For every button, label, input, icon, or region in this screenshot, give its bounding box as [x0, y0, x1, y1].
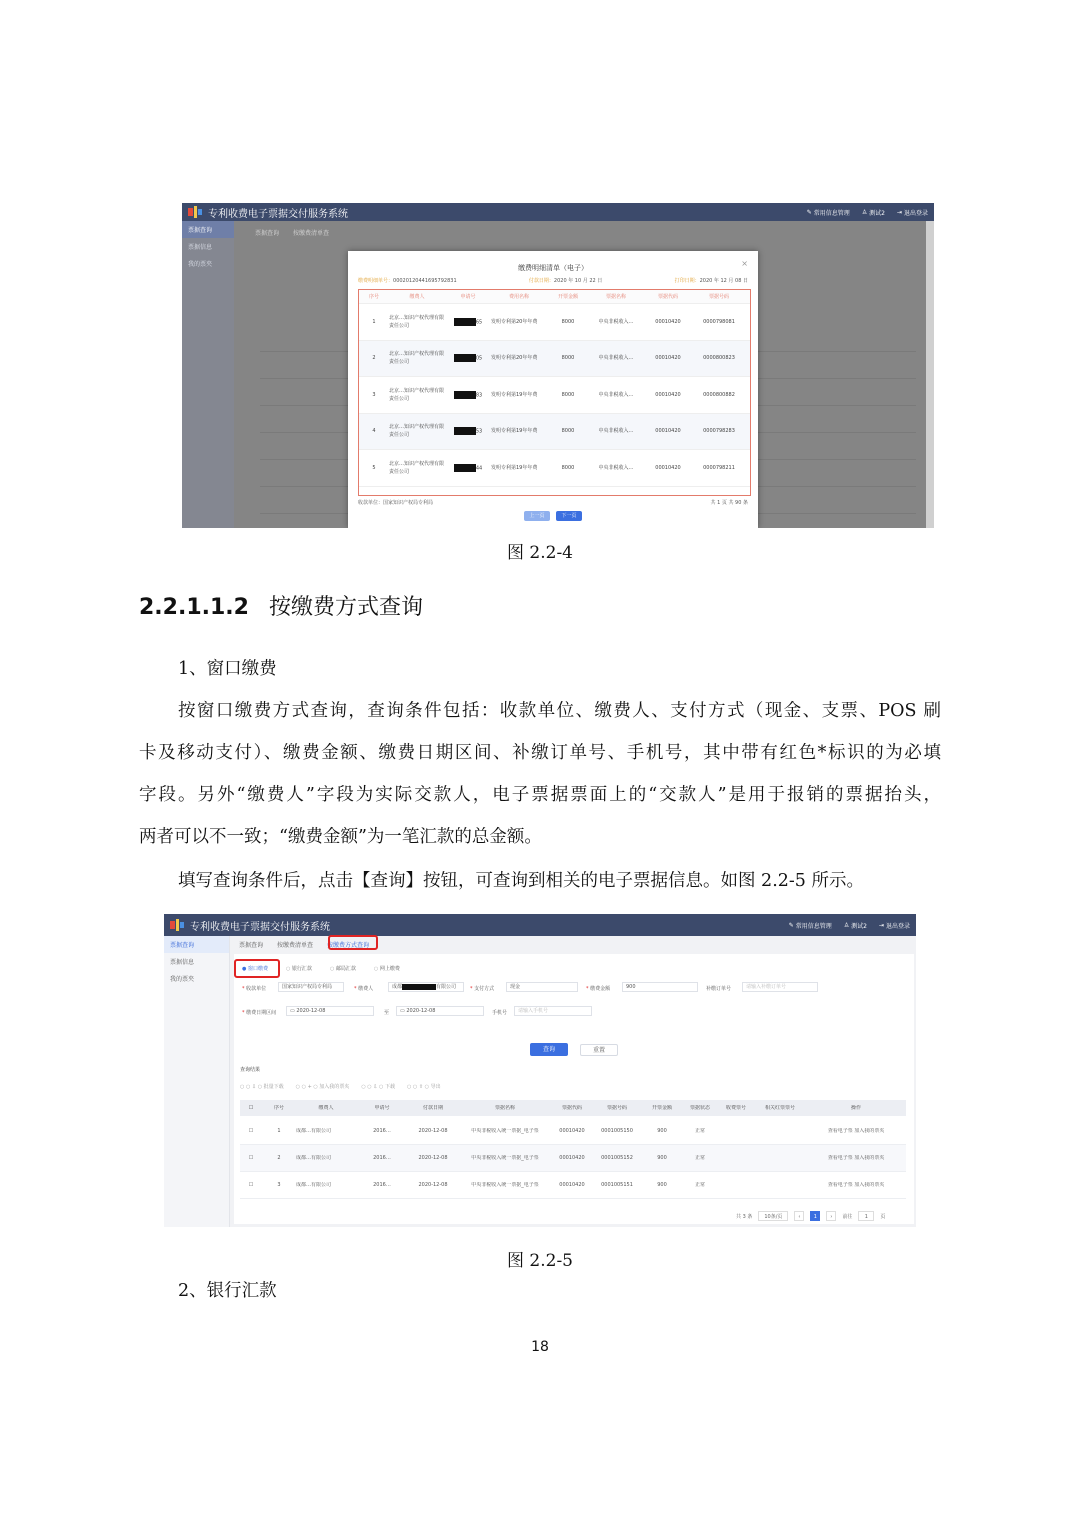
item-heading-1: 1、窗口缴费	[178, 659, 277, 679]
col-red-no: 相关红票票号	[764, 1104, 795, 1111]
download-icon: ○ ⇩	[246, 1084, 258, 1090]
table-cell-status: 正常	[694, 1181, 705, 1188]
app-title: 专利收费电子票据交付服务系统	[190, 921, 330, 933]
page-number: 18	[531, 1339, 549, 1355]
table-cell-bill: 中央非税收入统一票据_电子票	[471, 1181, 539, 1188]
table-cell-no: 1	[372, 318, 376, 325]
reset-button[interactable]: 重置	[580, 1044, 618, 1056]
method-label: * 支付方式	[470, 986, 495, 992]
page-unit: 页	[880, 1213, 886, 1220]
radio-window[interactable]: ● 窗口缴费	[242, 965, 268, 972]
table-cell-amount: 8000	[561, 391, 575, 398]
col-no: 序号	[368, 293, 379, 300]
row-checkbox[interactable]: ☐	[248, 1181, 254, 1188]
table-cell-fee: 发明专利第20年年费	[491, 318, 538, 325]
radio-post[interactable]: ○ 邮局汇款	[330, 965, 356, 972]
table-row	[240, 1172, 906, 1199]
phone-label: 手机号	[492, 1010, 508, 1016]
screenshot-figure-2-2-4	[182, 203, 934, 528]
table-cell-number: 0001005152	[601, 1154, 633, 1161]
table-cell-date: 2020-12-08	[418, 1154, 448, 1161]
serial-label: 缴费明细单号：	[358, 278, 394, 284]
table-cell-amount: 8000	[561, 355, 575, 362]
paragraph-query-conditions	[139, 690, 941, 858]
table-cell-amount: 8000	[561, 464, 575, 471]
table-cell-no: 3	[277, 1181, 281, 1188]
payer-input[interactable]: 成都 有限公司	[388, 982, 464, 992]
highlight-box-radio	[234, 959, 280, 978]
page-scrollbar[interactable]	[926, 221, 934, 528]
page-size-select[interactable]: 10条/页	[758, 1211, 788, 1221]
plus-icon: ○ +	[302, 1084, 314, 1090]
table-cell-amount: 900	[657, 1154, 667, 1161]
row-checkbox[interactable]: ☐	[248, 1154, 254, 1161]
paragraph-line: 两者可以不一致；“缴费金额”为一笔汇款的总金额。	[139, 827, 542, 847]
add-folder-button[interactable]: ○ ○ + ○ 加入我的票夹	[296, 1083, 350, 1090]
batch-download-button[interactable]: ○ ○ ⇩ ○ 批量下载	[240, 1083, 284, 1090]
col-no: 序号	[273, 1104, 284, 1111]
date-to-input[interactable]: ▭ 2020-12-08	[396, 1006, 484, 1016]
table-cell-status: 正常	[694, 1154, 705, 1161]
table-cell-ops[interactable]: 查看电子票 加入我的票夹	[827, 1154, 885, 1161]
logout-icon: ⇥	[878, 921, 884, 929]
section-number: 2.2.1.1.2	[139, 595, 249, 620]
table-row	[240, 1145, 906, 1172]
next-page-button[interactable]: 下一页	[556, 511, 582, 521]
print-date-label: 打印日期：	[674, 278, 700, 284]
date-to-label: 至	[384, 1010, 390, 1016]
table-cell-payer: 北京…知识产权代理有限责任公司	[389, 387, 445, 402]
payee-value: 国家知识产权局专利局	[383, 500, 434, 506]
close-icon[interactable]: ×	[741, 259, 748, 268]
payee-select[interactable]: 国家知识产权局专利局	[278, 982, 344, 992]
figure-caption-1: 图 2.2-4	[507, 543, 573, 563]
logout-link[interactable]: ⇥ 退出登录	[896, 208, 928, 217]
fee-detail-table	[358, 289, 751, 496]
tab-bill-query[interactable]: 票据查询	[239, 942, 264, 949]
order-label: 补缴订单号	[706, 986, 732, 992]
table-cell-bill: 中央非税收入…	[598, 428, 634, 435]
table-cell-code: 00010420	[559, 1127, 585, 1134]
col-bill-name: 票据名称	[605, 293, 626, 300]
app-header	[182, 203, 934, 221]
col-bill-number: 票据号码	[708, 293, 729, 300]
download-button[interactable]: ○ ○ ⇩ ○ 下载	[361, 1083, 395, 1090]
col-fee-name: 费用名称	[508, 293, 529, 300]
table-cell-status: 正常	[694, 1127, 705, 1134]
table-cell-bill: 中央非税收入…	[598, 355, 634, 362]
modal-info	[358, 277, 748, 284]
table-cell-payer: 北京…知识产权代理有限责任公司	[389, 351, 445, 366]
table-body	[359, 304, 750, 487]
redaction-bar	[454, 318, 476, 326]
table-cell-payer: 成都…有限公司	[296, 1127, 332, 1134]
paragraph-line: 卡及移动支付）、缴费金额、缴费日期区间、补缴订单号、手机号，其中带有红色*标识的为必填	[139, 743, 941, 763]
pay-date-value: 2020 年 10 月 22 日	[553, 278, 603, 284]
user-link[interactable]: ♙ 测试2	[861, 208, 885, 217]
figure-caption-2: 图 2.2-5	[507, 1251, 573, 1271]
tab-by-list[interactable]: 按缴费清单查	[277, 942, 314, 949]
amount-input[interactable]: 900	[622, 982, 698, 992]
table-cell-payer: 北京…知识产权代理有限责任公司	[389, 424, 445, 439]
table-cell-no: 4	[372, 428, 376, 435]
result-toolbar	[240, 1083, 441, 1090]
search-button[interactable]: 查询	[530, 1043, 568, 1056]
col-bill-number: 票据号码	[606, 1104, 627, 1111]
table-cell-payer: 成都…有限公司	[296, 1181, 332, 1188]
table-cell-no: 3	[372, 391, 376, 398]
goto-input[interactable]: 1	[858, 1211, 874, 1221]
redaction-bar	[454, 427, 476, 435]
print-date-value: 2020 年 12 月 08 日	[699, 278, 748, 284]
radio-bank[interactable]: ○ 银行汇款	[286, 965, 312, 972]
table-cell-bill: 中央非税收入…	[598, 318, 634, 325]
table-cell-amount: 900	[657, 1181, 667, 1188]
amount-label: * 缴费金额	[586, 986, 611, 992]
table-cell-number: 0000798283	[703, 428, 735, 435]
table-cell-number: 0000798081	[703, 318, 735, 325]
page-info: 共 1 页 共 90 条	[710, 500, 748, 506]
info-manage-link[interactable]: ✎ 常用信息管理	[788, 921, 832, 930]
row-checkbox[interactable]: ☐	[248, 1127, 254, 1134]
table-cell-fee: 发明专利第19年年费	[491, 391, 538, 398]
modal-pager	[348, 511, 758, 521]
item-heading-2: 2、银行汇款	[178, 1281, 277, 1301]
table-row	[359, 377, 750, 414]
result-title: 查询结果	[240, 1067, 261, 1073]
table-cell-app-suffix: 83	[445, 391, 491, 400]
table-cell-number: 0000798211	[703, 464, 735, 471]
table-cell-code: 00010420	[655, 464, 681, 471]
table-cell-date: 2020-12-08	[418, 1127, 448, 1134]
table-cell-bill: 中央非税收入…	[598, 391, 634, 398]
pay-date-label: 付款日期：	[528, 278, 554, 284]
sidebar-item-my-folder[interactable]: 我的票夹	[170, 976, 195, 983]
table-header	[359, 290, 750, 304]
table-cell-number: 0001005150	[601, 1127, 633, 1134]
table-cell-ops[interactable]: 查看电子票 加入我的票夹	[827, 1127, 885, 1134]
table-cell-app-suffix: 44	[445, 464, 491, 473]
table-cell-app: 2016…	[373, 1127, 391, 1134]
table-cell-bill: 中央非税收入统一票据_电子票	[471, 1154, 539, 1161]
table-cell-app: 2016…	[373, 1154, 391, 1161]
table-cell-code: 00010420	[655, 355, 681, 362]
prev-page-button[interactable]: 上一页	[524, 511, 550, 521]
redaction-bar	[454, 464, 476, 472]
table-cell-code: 00010420	[559, 1154, 585, 1161]
table-cell-code: 00010420	[559, 1181, 585, 1188]
export-button[interactable]: ○ ○ ⇪ ○ 导出	[407, 1083, 441, 1090]
col-bill-code: 票据代码	[561, 1104, 582, 1111]
table-cell-fee: 发明专利第19年年费	[491, 464, 538, 471]
table-cell-amount: 900	[657, 1127, 667, 1134]
table-cell-payer: 成都…有限公司	[296, 1154, 332, 1161]
paragraph-line: 按窗口缴费方式查询，查询条件包括：收款单位、缴费人、支付方式（现金、支票、POS 刷	[178, 701, 941, 721]
app-title: 专利收费电子票据交付服务系统	[208, 208, 348, 220]
col-app-no: 申请号	[374, 1104, 390, 1111]
serial-value: 00020120441695792831	[393, 278, 457, 284]
table-cell-amount: 8000	[561, 318, 575, 325]
table-cell-payer: 北京…知识产权代理有限责任公司	[389, 460, 445, 475]
user-link[interactable]: ♙ 测试2	[843, 921, 867, 930]
payer-label: * 缴费人	[354, 986, 374, 992]
download-icon: ○ ⇩	[367, 1084, 379, 1090]
sidebar-item-my-folder[interactable]: 我的票夹	[188, 261, 213, 268]
section-heading	[139, 590, 423, 621]
paragraph-line: 字段。另外“缴费人”字段为实际交款人，电子票据票面上的“交款人”是用于报销的票据抬头，	[139, 785, 941, 805]
col-amount: 开票金额	[557, 293, 578, 300]
goto-label: 前往	[842, 1213, 853, 1220]
table-cell-no: 5	[372, 464, 376, 471]
page-current[interactable]: 1	[810, 1211, 820, 1221]
table-row	[359, 341, 750, 378]
table-cell-app: 2016…	[373, 1181, 391, 1188]
order-input[interactable]: 请输入补缴订单号	[742, 982, 818, 992]
redaction-bar	[454, 391, 476, 399]
prev-icon[interactable]: ‹	[794, 1211, 804, 1221]
table-row	[359, 450, 750, 487]
col-pay-date: 付款日期	[422, 1104, 443, 1111]
pagination	[736, 1211, 885, 1221]
highlight-box-tab	[328, 935, 378, 950]
payee-label: * 收款单位	[242, 986, 267, 992]
tab-by-list[interactable]: 按缴费清单查	[293, 230, 330, 237]
table-cell-fee: 发明专利第19年年费	[491, 428, 538, 435]
table-row	[240, 1118, 906, 1145]
table-cell-code: 00010420	[655, 391, 681, 398]
sidebar-item-bill-info[interactable]: 票据信息	[170, 959, 195, 966]
col-payer: 缴费人	[318, 1104, 334, 1111]
user-icon: ♙	[861, 208, 868, 216]
table-cell-code: 00010420	[655, 318, 681, 325]
col-ops: 操作	[850, 1104, 861, 1111]
tab-bar	[252, 226, 332, 239]
table-row	[359, 414, 750, 451]
info-manage-link[interactable]: ✎ 常用信息管理	[806, 208, 850, 217]
logo-icon	[170, 919, 184, 931]
col-amount: 开票金额	[651, 1104, 672, 1111]
col-status: 票据状态	[689, 1104, 710, 1111]
table-cell-code: 00010420	[655, 428, 681, 435]
modal-title: 缴费明细清单（电子）	[518, 264, 588, 272]
table-row	[359, 304, 750, 341]
radio-online[interactable]: ○ 网上缴费	[374, 965, 400, 972]
table-cell-bill: 中央非税收入统一票据_电子票	[471, 1127, 539, 1134]
screenshot-figure-2-2-5	[164, 914, 916, 1227]
table-cell-payer: 北京…知识产权代理有限责任公司	[389, 314, 445, 329]
table-cell-bill: 中央非税收入…	[598, 464, 634, 471]
sidebar	[164, 936, 230, 1227]
tab-by-pay-method[interactable]: 按缴费方式查询	[327, 942, 370, 949]
table-cell-no: 2	[372, 355, 376, 362]
table-cell-number: 0000800882	[703, 391, 735, 398]
phone-input[interactable]: 请输入手机号	[514, 1006, 592, 1016]
table-cell-app-suffix: 05	[445, 354, 491, 363]
sidebar-item-bill-query[interactable]: 票据查询	[164, 936, 229, 953]
table-cell-number: 0000800823	[703, 355, 735, 362]
paragraph-instructions: 填写查询条件后，点击【查询】按钮，可查询到相关的电子票据信息。如图 2.2-5 所示。	[178, 871, 865, 891]
tab-bill-query[interactable]: 票据查询	[255, 230, 280, 237]
table-cell-app-suffix: 53	[445, 427, 491, 436]
sidebar-item-bill-query[interactable]: 票据查询	[182, 221, 234, 238]
fee-detail-modal	[348, 251, 758, 528]
total-count: 共 3 条	[736, 1213, 753, 1220]
sidebar-item-bill-info[interactable]: 票据信息	[188, 244, 213, 251]
date-label: * 缴费日期区间	[242, 1010, 277, 1016]
date-from-input[interactable]: ▭ 2020-12-08	[286, 1006, 374, 1016]
modal-footer	[358, 499, 748, 506]
redaction-bar	[454, 354, 476, 362]
next-icon[interactable]: ›	[826, 1211, 836, 1221]
section-title: 按缴费方式查询	[268, 595, 423, 620]
app-header	[164, 914, 916, 936]
sidebar	[182, 221, 234, 528]
user-icon: ♙	[843, 921, 850, 929]
table-cell-no: 2	[277, 1154, 281, 1161]
col-bill-name: 票据名称	[494, 1104, 515, 1111]
table-cell-app-suffix: 65	[445, 318, 491, 327]
logout-link[interactable]: ⇥ 退出登录	[878, 921, 910, 930]
table-cell-amount: 8000	[561, 428, 575, 435]
method-select[interactable]: 现金	[506, 982, 578, 992]
col-fee-no: 收费票号	[725, 1104, 746, 1111]
table-cell-ops[interactable]: 查看电子票 加入我的票夹	[827, 1181, 885, 1188]
table-cell-no: 1	[277, 1127, 281, 1134]
table-cell-fee: 发明专利第20年年费	[491, 355, 538, 362]
col-app-no: 申请号	[460, 293, 476, 300]
col-payer: 缴费人	[409, 293, 425, 300]
col-bill-code: 票据代码	[657, 293, 678, 300]
select-all-checkbox[interactable]: ☐	[248, 1104, 254, 1111]
table-cell-number: 0001005151	[601, 1181, 633, 1188]
export-icon: ○ ⇪	[413, 1084, 425, 1090]
result-table-header	[240, 1100, 906, 1116]
logo-icon	[188, 206, 202, 218]
table-cell-date: 2020-12-08	[418, 1181, 448, 1188]
payee-label: 收款单位：	[358, 500, 384, 506]
logout-icon: ⇥	[896, 208, 902, 216]
